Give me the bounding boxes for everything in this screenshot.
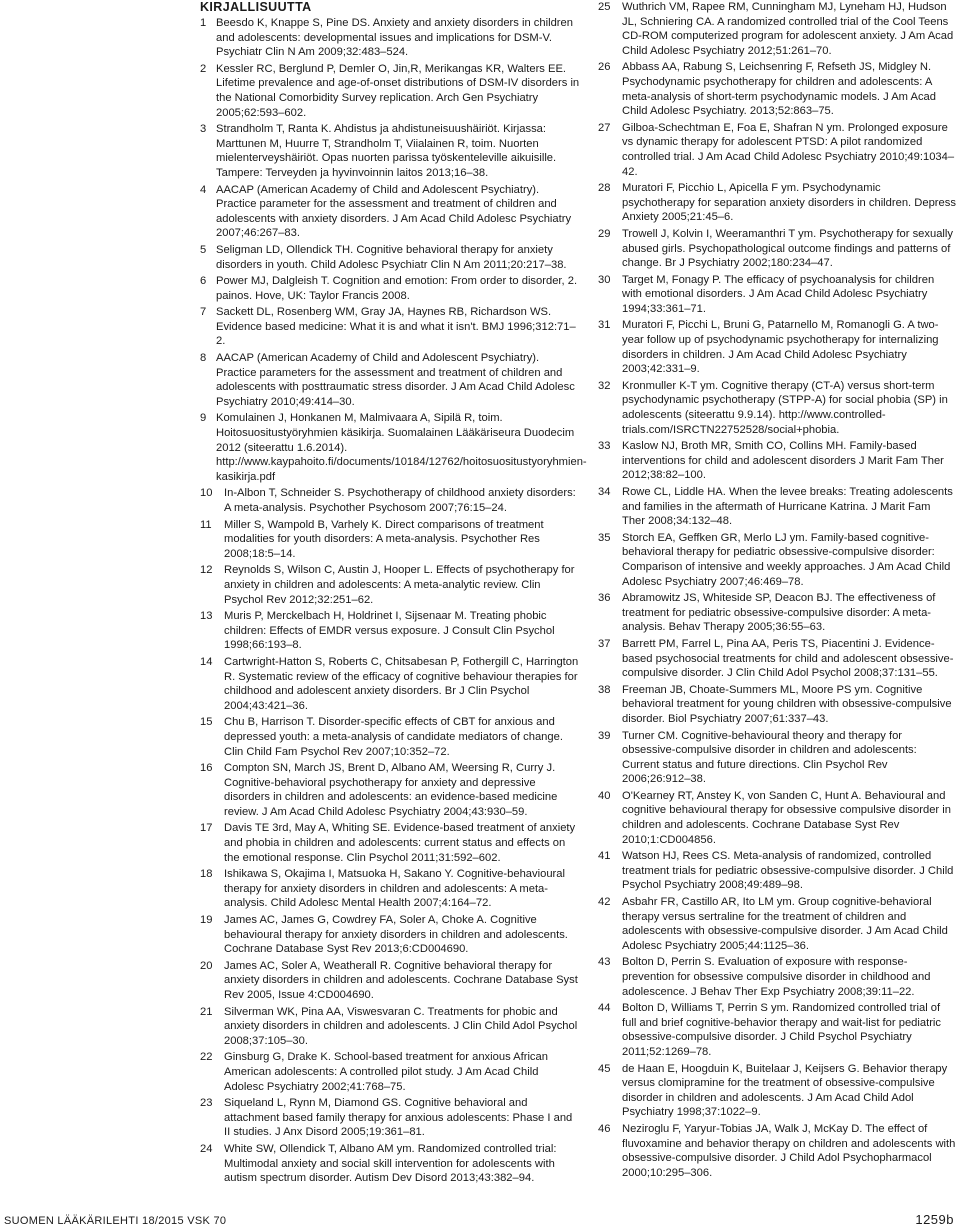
reference-item <box>200 655 580 713</box>
reference-number: 28 <box>598 182 611 195</box>
reference-text: In-Albon T, Schneider S. Psychotherapy of childhood anxiety disorders: A meta-analysis. Psychother Psychosom 2007;76:15–24. <box>224 487 576 514</box>
reference-text: Seligman LD, Ollendick TH. Cognitive behavioral therapy for anxiety disorders in youth. Child Adolesc Psychiatr Clin N Am 2011;20:217–38. <box>216 243 567 271</box>
reference-item <box>200 274 580 303</box>
reference-number: 38 <box>598 683 611 696</box>
reference-item <box>200 715 580 759</box>
reference-item <box>200 62 580 120</box>
reference-number: 3 <box>200 123 207 136</box>
reference-text: Komulainen J, Honkanen M, Malmivaara A, Sipilä R, toim. Hoitosuositustyöryhmien käsikirja. Suomalainen Lääkäriseura Duodecim 2012 (siteerattu 1.6.2014). http://www.kaypahoito.fi/documents/10184/12762/hoitosuositustyoryhmien-kasikirja.pdf <box>216 412 587 483</box>
reference-text: Abbass AA, Rabung S, Leichsenring F, Refseth JS, Midgley N. Psychodynamic psychotherapy for children and adolescents: A meta-analysis of short-term psychodynamic models. J Am Acad Child Adolesc Psychiatry. 2013;52:863–75. <box>622 61 936 118</box>
reference-item <box>598 0 956 58</box>
reference-number: 14 <box>200 655 213 668</box>
reference-item <box>598 1001 956 1059</box>
reference-item <box>598 729 956 787</box>
reference-item <box>200 1005 580 1049</box>
reference-text: James AC, James G, Cowdrey FA, Soler A, Choke A. Cognitive behavioural therapy for anxiety disorders in children and adolescents. Cochrane Database Syst Rev 2013;6:CD004690. <box>224 914 568 956</box>
reference-number: 27 <box>598 121 611 134</box>
reference-text: Abramowitz JS, Whiteside SP, Deacon BJ. The effectiveness of treatment for pediatric obsessive-compulsive disorder: A meta-analysis. Behav Therapy 2005;36:55–63. <box>622 592 936 634</box>
reference-number: 22 <box>200 1051 213 1064</box>
reference-text: Cartwright-Hatton S, Roberts C, Chitsabesan P, Fothergill C, Harrington R. Systematic review of the efficacy of cognitive behaviour therapies for childhood and adolescent anxiety disorders. Br J Clin Psychol 2004;43:421–36. <box>224 655 579 712</box>
reference-text: Power MJ, Dalgleish T. Cognition and emotion: From order to disorder, 2. painos. Hove, UK: Taylor Francis 2008. <box>216 275 578 302</box>
reference-number: 7 <box>200 306 207 319</box>
reference-item <box>598 1122 956 1180</box>
reference-number: 34 <box>598 486 611 498</box>
reference-item <box>200 959 580 1003</box>
reference-text: Kessler RC, Berglund P, Demler O, Jin,R, Merikangas KR, Walters EE. Lifetime prevalence and age-of-onset distributions of DSM-IV disorders in the National Comorbidity Survey replication. Arch Gen Psychiatry 2005;62:593–602. <box>216 62 580 119</box>
reference-item <box>200 122 580 180</box>
reference-item <box>200 518 580 562</box>
reference-number: 15 <box>200 716 213 729</box>
reference-item <box>200 16 580 60</box>
reference-item <box>200 1142 580 1186</box>
reference-item <box>598 181 956 225</box>
reference-number: 1 <box>200 17 207 29</box>
reference-number: 2 <box>200 62 207 75</box>
reference-text: Chu B, Harrison T. Disorder-specific effects of CBT for anxious and depressed youth: a meta-analysis of candidate mediators of change. Clin Child Fam Psychol Rev 2007;10:352–72. <box>224 716 563 758</box>
reference-item <box>598 637 956 681</box>
reference-number: 10 <box>200 487 213 500</box>
reference-number: 17 <box>200 822 213 835</box>
reference-number: 32 <box>598 379 611 392</box>
reference-item <box>598 1062 956 1120</box>
reference-text: Trowell J, Kolvin I, Weeramanthri T ym. Psychotherapy for sexually abused girls. Psychopathological outcome findings and patterns of change. Br J Psychiatry 2002;180:234–47. <box>622 227 953 270</box>
reference-text: Sackett DL, Rosenberg WM, Gray JA, Haynes RB, Richardson WS. Evidence based medicine: What it is and what it isn't. BMJ 1996;312:71–2. <box>216 306 576 348</box>
reference-number: 13 <box>200 610 213 623</box>
reference-item <box>598 121 956 179</box>
reference-item <box>598 60 956 118</box>
reference-text: AACAP (American Academy of Child and Adolescent Psychiatry). Practice parameter for the assessment and treatment of children and adolescents with anxiety disorders. J Am Acad Child Adolesc Psychiatry 2007;46:267–83. <box>216 183 572 240</box>
reference-text: Ginsburg G, Drake K. School-based treatment for anxious African American adolescents: A controlled pilot study. J Am Acad Child Adolesc Psychiatry 2002;41:768–75. <box>224 1051 548 1093</box>
reference-text: Wuthrich VM, Rapee RM, Cunningham MJ, Lyneham HJ, Hudson JL, Schniering CA. A randomized controlled trial of the Cool Teens CD-ROM computerized program for adolescent anxiety. J Am Acad Child Adolesc Psychiatry 2012;51:261–70. <box>622 1 954 57</box>
reference-number: 11 <box>200 518 212 531</box>
reference-text: Bolton D, Perrin S. Evaluation of exposure with response-prevention for obsessive compulsive disorder in childhood and adolescence. J Behav Ther Exp Psychiatry 2008;39:11–22. <box>622 956 931 998</box>
reference-number: 18 <box>200 868 213 881</box>
reference-text: Muratori F, Picchio L, Apicella F ym. Psychodynamic psychotherapy for separation anxiety disorders in children. Depress Anxiety 2005;21:45–6. <box>622 182 956 224</box>
reference-item <box>598 379 956 437</box>
reference-text: O'Kearney RT, Anstey K, von Sanden C, Hunt A. Behavioural and cognitive behavioural therapy for obsessive compulsive disorder in children and adolescents. Cochrane Database Syst Rev 2010;1:CD004856. <box>622 789 951 846</box>
reference-number: 24 <box>200 1142 213 1155</box>
reference-item <box>200 183 580 241</box>
reference-item <box>200 761 580 819</box>
reference-text: Neziroglu F, Yaryur-Tobias JA, Walk J, McKay D. The effect of fluvoxamine and behavior therapy on children and adolescents with obsessive-compulsive disorder. J Child Adol Psychopharmacol 2000;10:295–306. <box>622 1122 956 1179</box>
reference-text: Watson HJ, Rees CS. Meta-analysis of randomized, controlled treatment trials for pediatric obsessive-compulsive disorder. J Child Psychol Psychiatry 2008;49:489–98. <box>622 850 954 892</box>
reference-text: Muratori F, Picchi L, Bruni G, Patarnello M, Romanogli G. A two-year follow up of psychodynamic psychotherapy for internalizing disorders in children. J Am Acad Child Adolesc Psychiatry 2003;42:331–9. <box>622 319 939 376</box>
reference-number: 19 <box>200 914 213 927</box>
reference-text: Turner CM. Cognitive-behavioural theory and therapy for obsessive-compulsive disorder in children and adolescents: Current status and future directions. Clin Psychol Rev 2006;26:912–38. <box>622 729 917 786</box>
reference-item <box>598 849 956 893</box>
reference-text: AACAP (American Academy of Child and Adolescent Psychiatry). Practice parameters for the assessment and treatment of children and adolescents with posttraumatic stress disorder. J Am Acad Child Adolesc Psychiatry 2010;49:414–30. <box>216 352 575 408</box>
reference-item <box>598 591 956 635</box>
reference-text: Target M, Fonagy P. The efficacy of psychoanalysis for children with emotional disorders. J Am Acad Child Adolesc Psychiatry 1994;33:361–71. <box>622 273 935 315</box>
reference-text: de Haan E, Hoogduin K, Buitelaar J, Keijsers G. Behavior therapy versus clomipramine for the treatment of obsessive-compulsive disorder in children and adolescents. J Am Acad Child Adol Psychiatry 1998;37:1022–9. <box>622 1062 948 1119</box>
reference-number: 23 <box>200 1097 213 1110</box>
reference-text: White SW, Ollendick T, Albano AM ym. Randomized controlled trial: Multimodal anxiety and social skill intervention for adolescents with autism spectrum disorder. Autism Dev Disord 2013;43:382–94. <box>224 1142 557 1185</box>
reference-text: Kaslow NJ, Broth MR, Smith CO, Collins MH. Family-based interventions for child and adolescent disorders J Marit Fam Ther 2012;38:82–100. <box>622 440 944 482</box>
reference-item <box>598 227 956 271</box>
reference-item <box>598 895 956 953</box>
reference-text: Strandholm T, Ranta K. Ahdistus ja ahdistuneisuushäiriöt. Kirjassa: Marttunen M, Huurre T, Strandholm T, Viialainen R, toim. Nuorten mielenterveyshäiriöt. Opas nuorten parissa työskenteleville aikuisille. Tampere: Terveyden ja hyvinvoinnin laitos 2013;16–38. <box>216 123 557 179</box>
reference-number: 37 <box>598 637 611 650</box>
reference-item <box>200 243 580 272</box>
reference-text: Silverman WK, Pina AA, Viswesvaran C. Treatments for phobic and anxiety disorders in children and adolescents. J Clin Child Adol Psychol 2008;37:105–30. <box>224 1005 578 1047</box>
reference-number: 20 <box>200 959 213 972</box>
reference-item <box>200 305 580 349</box>
reference-item <box>200 609 580 653</box>
reference-item <box>200 1096 580 1140</box>
reference-text: Davis TE 3rd, May A, Whiting SE. Evidence-based treatment of anxiety and phobia in children and adolescents: current status and effects on the emotional response. Clin Psychol 2011;31:592–602. <box>224 822 576 864</box>
reference-number: 41 <box>598 850 611 863</box>
reference-number: 4 <box>200 183 207 196</box>
reference-number: 44 <box>598 1002 611 1015</box>
reference-text: Bolton D, Williams T, Perrin S ym. Randomized controlled trial of full and brief cognitive-behavior therapy and wait-list for pediatric obsessive-compulsive disorder. J Child Psychol Psychiatry 2011;52:1269–78. <box>622 1002 942 1058</box>
reference-item <box>598 531 956 589</box>
page-number: 1259b <box>915 1212 954 1227</box>
reference-text: Compton SN, March JS, Brent D, Albano AM, Weersing R, Curry J. Cognitive-behavioral psychotherapy for anxiety and depressive disorders in children and adolescents: an evidence-based medicine review. J Am Acad Child Adolesc Psychiatry 2004;43:930–59. <box>224 762 558 818</box>
reference-item <box>598 683 956 727</box>
reference-item <box>200 486 580 515</box>
reference-number: 5 <box>200 243 207 256</box>
reference-text: Asbahr FR, Castillo AR, Ito LM ym. Group cognitive-behavioral therapy versus sertraline for the treatment of children and adolescents with obsessive-compulsive disorder. J Am Acad Child Adolesc Psychiatry 2005;44:1125–36. <box>622 896 948 952</box>
reference-number: 36 <box>598 592 611 605</box>
reference-item <box>598 318 956 376</box>
reference-item <box>598 273 956 317</box>
reference-number: 9 <box>200 412 207 425</box>
references-heading: KIRJALLISUUTTA <box>200 0 312 14</box>
reference-item <box>200 351 580 409</box>
reference-number: 12 <box>200 564 213 577</box>
reference-number: 30 <box>598 273 611 286</box>
reference-number: 8 <box>200 352 207 365</box>
reference-text: James AC, Soler A, Weatherall R. Cognitive behavioral therapy for anxiety disorders in children and adolescents. Cochrane Database Syst Rev 2005, Issue 4:CD004690. <box>224 959 578 1001</box>
reference-number: 16 <box>200 762 213 775</box>
reference-item <box>200 913 580 957</box>
reference-text: Storch EA, Geffken GR, Merlo LJ ym. Family-based cognitive-behavioral therapy for pediatric obsessive-compulsive disorder: Comparison of intensive and weekly approaches. J Am Acad Child Adolesc Psychiatry 2007;46:469–78. <box>622 531 951 588</box>
reference-text: Muris P, Merckelbach H, Holdrinet I, Sijsenaar M. Treating phobic children: Effects of EMDR versus exposure. J Consult Clin Psychol 1998;66:193–8. <box>224 610 555 652</box>
reference-text: Beesdo K, Knappe S, Pine DS. Anxiety and anxiety disorders in children and adolescents: developmental issues and implications for DSM-V. Psychiatr Clin N Am 2009;32:483–524. <box>216 17 573 59</box>
reference-number: 45 <box>598 1062 611 1075</box>
reference-text: Barrett PM, Farrel L, Pina AA, Peris TS, Piacentini J. Evidence-based psychosocial treatments for child and adolescent obsessive-compulsive disorder. J Clin Child Adol Psychol 2008;37:131–55. <box>622 637 954 680</box>
reference-number: 39 <box>598 729 611 742</box>
reference-number: 33 <box>598 440 611 453</box>
reference-number: 42 <box>598 896 611 909</box>
reference-number: 43 <box>598 956 611 969</box>
reference-number: 6 <box>200 275 207 288</box>
reference-text: Kronmuller K-T ym. Cognitive therapy (CT-A) versus short-term psychodynamic psychotherapy (STPP-A) for social phobia (SP) in adolescents (siteerattu 9.9.14). http://www.controlled-trials.com/ISRCTN22752528/social+phobia. <box>622 379 948 436</box>
reference-text: Gilboa-Schechtman E, Foa E, Shafran N ym. Prolonged exposure vs dynamic therapy for adolescent PTSD: A pilot randomized controlled trial. J Am Acad Child Adolesc Psychiatry 2010;49:1034–42. <box>622 121 955 178</box>
reference-item <box>200 1050 580 1094</box>
reference-text: Siqueland L, Rynn M, Diamond GS. Cognitive behavioral and attachment based family therapy for anxious adolescents: Phase I and II studies. J Anx Disord 2005;19:361–81. <box>224 1097 573 1139</box>
reference-number: 29 <box>598 227 611 240</box>
reference-item <box>598 485 956 529</box>
journal-footer: SUOMEN LÄÄKÄRILEHTI 18/2015 VSK 70 <box>4 1215 227 1227</box>
reference-number: 40 <box>598 789 611 802</box>
reference-item <box>200 563 580 607</box>
reference-number: 35 <box>598 531 611 544</box>
reference-text: Ishikawa S, Okajima I, Matsuoka H, Sakano Y. Cognitive-behavioural therapy for anxiety disorders in children and adolescents: A meta-analysis. Child Adolesc Mental Health 2007;4:164–72. <box>224 868 565 910</box>
reference-number: 21 <box>200 1005 213 1018</box>
reference-number: 26 <box>598 61 611 74</box>
references-right-column <box>598 0 956 1182</box>
reference-text: Miller S, Wampold B, Varhely K. Direct comparisons of treatment modalities for youth disorders: A meta-analysis. Psychother Res 2008;18:5–14. <box>224 518 544 560</box>
reference-item <box>598 789 956 847</box>
references-left-column <box>200 16 587 1188</box>
reference-item <box>598 439 956 483</box>
reference-item <box>200 821 580 865</box>
reference-item <box>200 867 580 911</box>
reference-text: Reynolds S, Wilson C, Austin J, Hooper L. Effects of psychotherapy for anxiety in children and adolescents: A meta-analytic review. Clin Psychol Rev 2012;32:251–62. <box>224 564 575 606</box>
reference-item <box>200 411 587 484</box>
reference-text: Rowe CL, Liddle HA. When the levee breaks: Treating adolescents and families in the aftermath of Hurricane Katrina. J Marit Fam Ther 2008;34:132–48. <box>622 486 953 528</box>
reference-text: Freeman JB, Choate-Summers ML, Moore PS ym. Cognitive behavioral treatment for young children with obsessive-compulsive disorder. Biol Psychiatry 2007;61:337–43. <box>622 683 952 725</box>
reference-number: 46 <box>598 1122 611 1135</box>
reference-number: 25 <box>598 1 611 13</box>
reference-item <box>598 955 956 999</box>
reference-number: 31 <box>598 319 611 332</box>
